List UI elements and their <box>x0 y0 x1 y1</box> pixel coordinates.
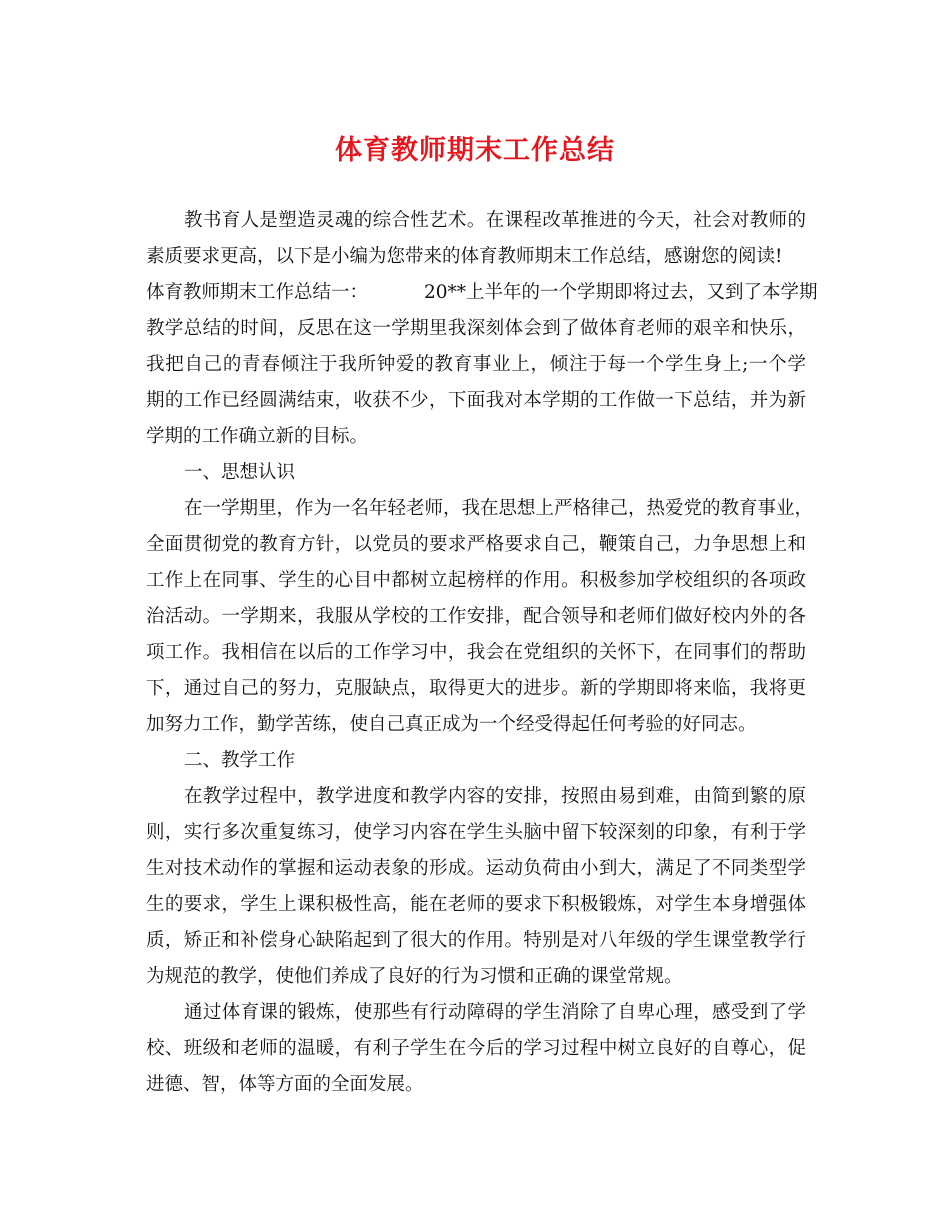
intro-line-2: 素质要求更高，以下是小编为您带来的体育教师期末工作总结，感谢您的阅读! <box>146 246 783 267</box>
summary-one-label: 体育教师期末工作总结一： <box>146 282 369 303</box>
section1-line-6: 下，通过自己的努力，克服缺点，取得更大的进步。新的学期即将来临，我将更 <box>146 678 806 699</box>
section2-para1-line-4: 生的要求，学生上课积极性高，能在老师的要求下积极锻炼，对学生本身增强体 <box>146 894 806 915</box>
summary-one-line-2: 教学总结的时间，反思在这一学期里我深刻体会到了做体育老师的艰辛和快乐， <box>146 318 806 339</box>
section1-line-3: 工作上在同事、学生的心目中都树立起榜样的作用。积极参加学校组织的各项政 <box>146 570 806 591</box>
section1-line-7: 加努力工作，勤学苦练，使自己真正成为一个经受得起任何考验的好同志。 <box>146 714 757 735</box>
section-heading-2: 二、教学工作 <box>184 750 296 771</box>
section2-para1-line-1: 在教学过程中，教学进度和教学内容的安排，按照由易到难，由简到繁的原 <box>184 786 806 807</box>
summary-one-line-4: 期的工作已经圆满结束，收获不少，下面我对本学期的工作做一下总结，并为新 <box>146 390 806 411</box>
section2-para2-line-3: 进德、智，体等方面的全面发展。 <box>146 1074 424 1095</box>
summary-one-line-3: 我把自己的青春倾注于我所钟爱的教育事业上，倾注于每一个学生身上;一个学 <box>146 354 806 375</box>
section2-para2-line-2: 校、班级和老师的温暖，有利子学生在今后的学习过程中树立良好的自尊心，促 <box>146 1038 806 1059</box>
section1-line-5: 项工作。我相信在以后的工作学习中，我会在党组织的关怀下，在同事们的帮助 <box>146 642 806 663</box>
section2-para1-line-5: 质，矫正和补偿身心缺陷起到了很大的作用。特别是对八年级的学生课堂教学行 <box>146 930 806 951</box>
intro-line-1: 教书育人是塑造灵魂的综合性艺术。在课程改革推进的今天，社会对教师的 <box>184 210 806 231</box>
section-heading-1: 一、思想认识 <box>184 462 296 483</box>
section2-para2-line-1: 通过体育课的锻炼，使那些有行动障碍的学生消除了自卑心理，感受到了学 <box>184 1002 806 1023</box>
section2-para1-line-2: 则，实行多次重复练习，使学习内容在学生头脑中留下较深刻的印象，有利于学 <box>146 822 806 843</box>
summary-one-line-1-text: 20**上半年的一个学期即将过去，又到了本学期 <box>424 282 818 303</box>
summary-one-line-5: 学期的工作确立新的目标。 <box>146 426 369 447</box>
section2-para1-line-3: 生对技术动作的掌握和运动表象的形成。运动负荷由小到大，满足了不同类型学 <box>146 858 806 879</box>
summary-one-line-1 <box>146 280 818 306</box>
document-title: 体育教师期末工作总结 <box>335 135 615 166</box>
section1-line-4: 治活动。一学期来，我服从学校的工作安排，配合领导和老师们做好校内外的各 <box>146 606 806 627</box>
section1-line-1: 在一学期里，作为一名年轻老师，我在思想上严格律己，热爱党的教育事业， <box>184 498 814 519</box>
section1-line-2: 全面贯彻党的教育方针，以党员的要求严格要求自己，鞭策自己，力争思想上和 <box>146 534 806 555</box>
section2-para1-line-6: 为规范的教学，使他们养成了良好的行为习惯和正确的课堂常规。 <box>146 966 683 987</box>
